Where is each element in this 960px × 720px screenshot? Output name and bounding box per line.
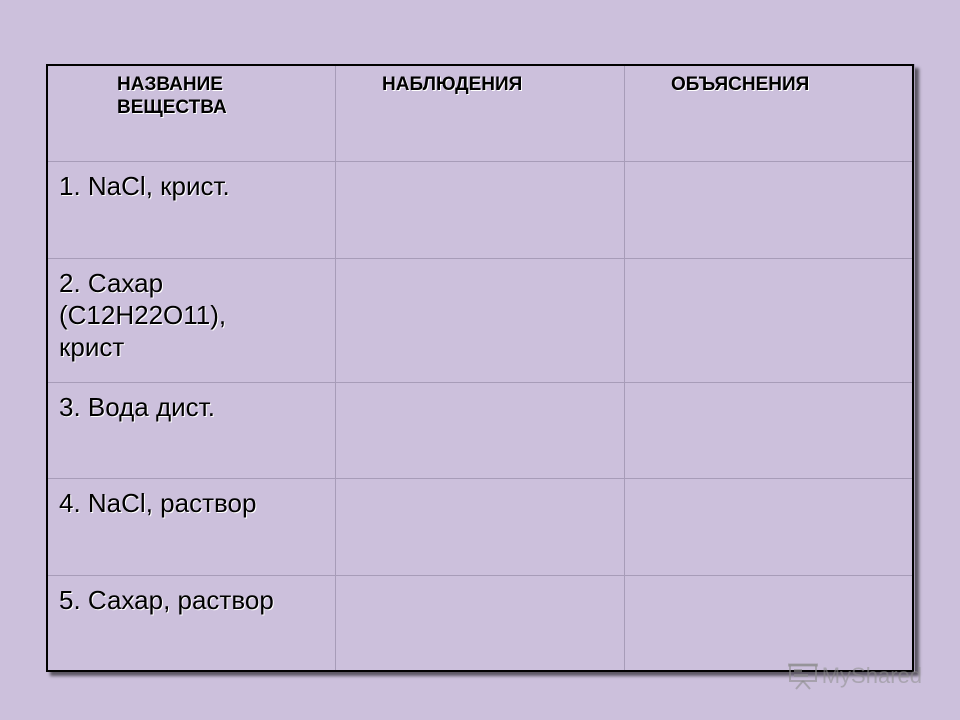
watermark: [788, 662, 922, 690]
table-header-row: [47, 65, 915, 162]
table-row: [47, 479, 915, 575]
cell-explanation: [625, 575, 915, 671]
header-observations: [336, 65, 625, 162]
cell-observation: [336, 162, 625, 258]
presentation-board-icon: [788, 662, 818, 690]
substance-label: 4. NaCl, раствор: [59, 488, 257, 519]
substance-label: 3. Вода дист.: [59, 392, 215, 423]
table-row: [47, 383, 915, 479]
cell-observation: [336, 575, 625, 671]
cell-substance: [47, 575, 336, 671]
header-explanations: [625, 65, 915, 162]
cell-explanation: [625, 162, 915, 258]
cell-observation: [336, 383, 625, 479]
substance-label: 5. Сахар, раствор: [59, 584, 274, 615]
cell-substance: [47, 479, 336, 575]
substance-label: 1. NaCl, крист.: [59, 171, 230, 202]
header-label: НАБЛЮДЕНИЯ: [382, 74, 523, 95]
cell-explanation: [625, 479, 915, 575]
cell-substance: [47, 258, 336, 382]
substance-label: 2. Сахар (С12Н22О11), крист: [59, 267, 227, 362]
cell-explanation: [625, 258, 915, 382]
observations-table: [46, 64, 915, 672]
header-label: ОБЪЯСНЕНИЯ: [671, 74, 810, 95]
cell-observation: [336, 479, 625, 575]
header-substance-name: [47, 65, 336, 162]
cell-observation: [336, 258, 625, 382]
header-label: НАЗВАНИЕ ВЕЩЕСТВА: [117, 74, 227, 118]
table-row: [47, 575, 915, 671]
table-row: [47, 258, 915, 382]
table-row: [47, 162, 915, 258]
cell-substance: [47, 162, 336, 258]
watermark-text: MyShared: [821, 663, 922, 688]
cell-explanation: [625, 383, 915, 479]
cell-substance: [47, 383, 336, 479]
